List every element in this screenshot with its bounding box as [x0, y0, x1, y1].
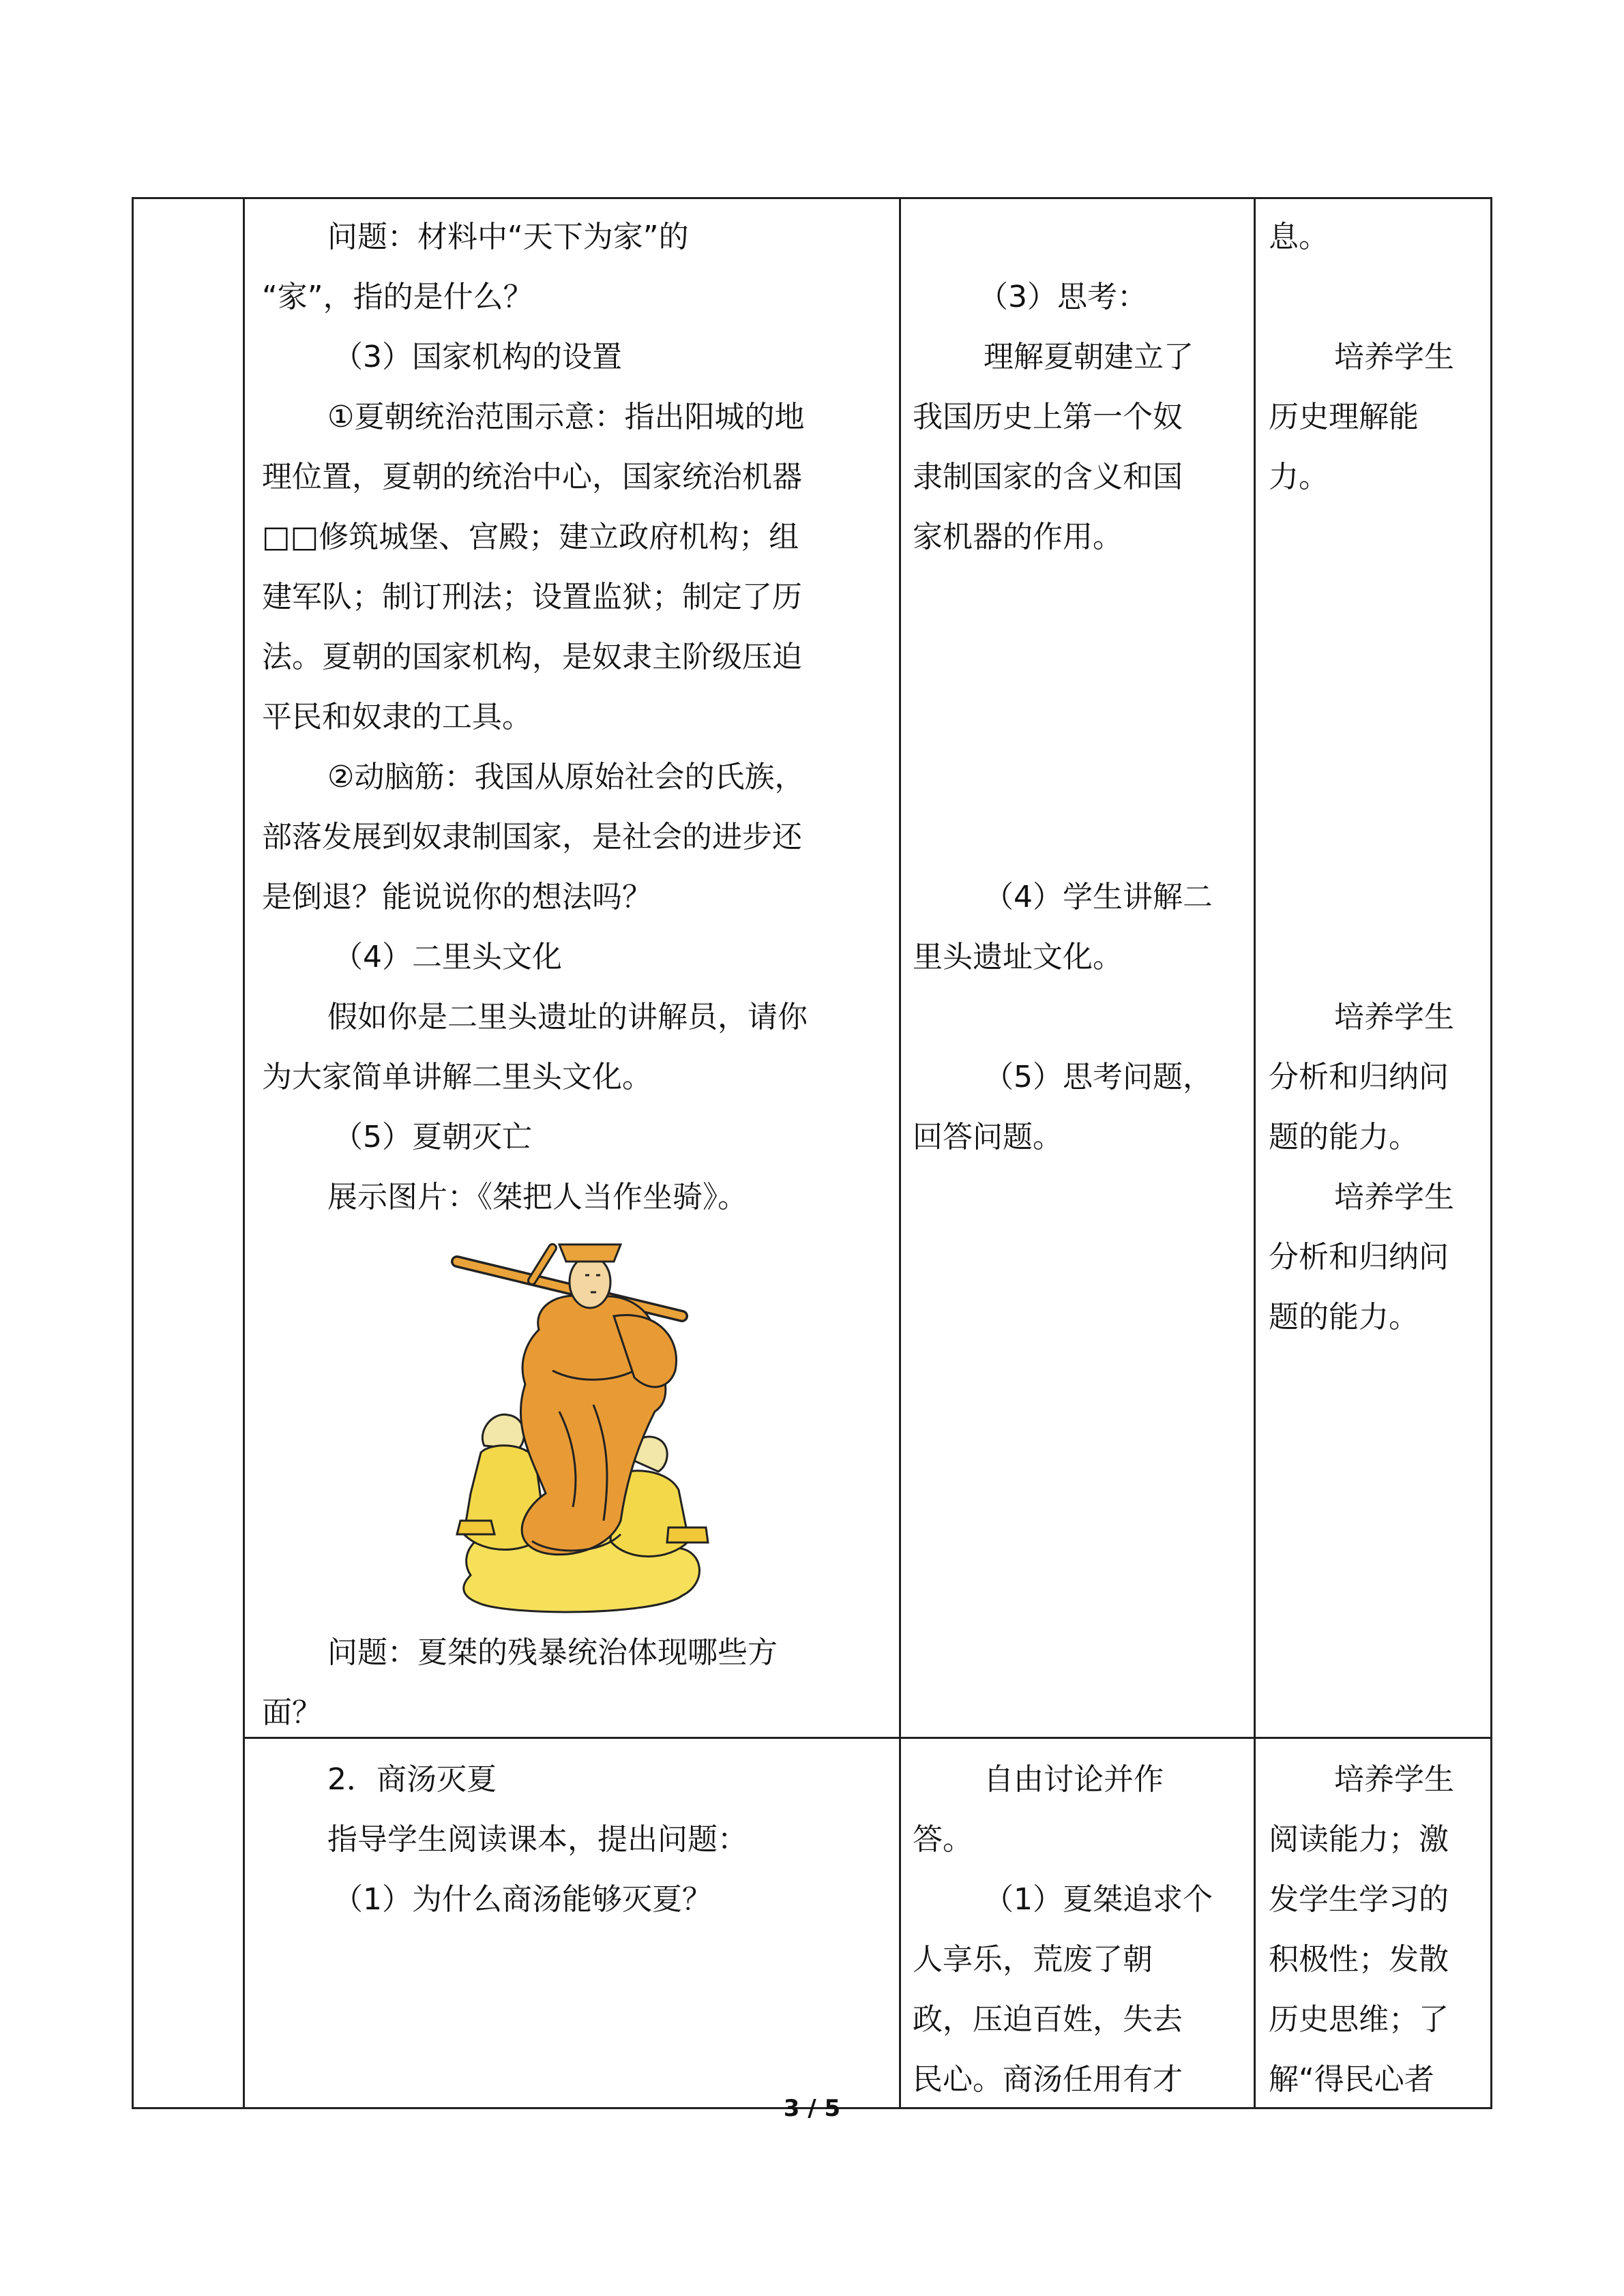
text-line: 积极性；发散 [1269, 1942, 1449, 1977]
table-right-border [1490, 197, 1492, 2109]
row2-teacher-activity [262, 1750, 748, 1930]
text-line: 培养学生 [1334, 340, 1454, 374]
text-line: 民心。商汤任用有才 [913, 2062, 1183, 2097]
text-line: （4）二里头文化 [333, 940, 562, 974]
text-line: 阅读能力；激 [1269, 1822, 1449, 1857]
table-left-border [132, 197, 134, 2109]
text-line: （1）夏桀追求个 [984, 1882, 1213, 1917]
table-top-border [132, 197, 1492, 199]
text-line: 题的能力。 [1269, 1120, 1419, 1154]
text-line: 分析和归纳问 [1269, 1060, 1449, 1094]
text-line: （3）国家机构的设置 [333, 340, 622, 374]
text-line: 问题：材料中“天下为家”的 [327, 220, 689, 254]
text-line: 问题：夏桀的残暴统治体现哪些方 [327, 1635, 778, 1670]
row1-student-activity [913, 267, 1194, 567]
text-line: 展示图片：《桀把人当作坐骑》。 [327, 1180, 748, 1214]
text-line: 理解夏朝建立了 [984, 340, 1194, 374]
page-number: 3 / 5 [783, 2095, 841, 2122]
text-line: （5）夏朝灭亡 [333, 1120, 532, 1154]
text-line: 培养学生 [1334, 1762, 1454, 1797]
text-line: 法。夏朝的国家机构，是奴隶主阶级压迫 [262, 640, 802, 674]
text-line: 2．商汤灭夏 [327, 1762, 497, 1797]
text-line: 自由讨论并作 [984, 1762, 1164, 1797]
text-line: 我国历史上第一个奴 [913, 400, 1183, 434]
column-divider [899, 197, 901, 2109]
text-line: 历史理解能 [1269, 400, 1419, 434]
text-line: 培养学生 [1334, 1180, 1454, 1214]
text-line: （1）为什么商汤能够灭夏？ [333, 1882, 712, 1917]
text-line: 面？ [262, 1695, 322, 1730]
text-line: 假如你是二里头遗址的讲解员，请你 [327, 1000, 808, 1034]
row1-teacher-activity [262, 207, 808, 1227]
text-line: “家”，指的是什么？ [262, 280, 533, 314]
column-divider [1254, 197, 1256, 2109]
text-line: （4）学生讲解二 [984, 880, 1213, 914]
text-line: 历史思维；了 [1269, 2002, 1449, 2037]
text-line: 分析和归纳问 [1269, 1240, 1449, 1274]
row1-question-after-figure [262, 1623, 778, 1743]
text-line: 为大家简单讲解二里头文化。 [262, 1060, 652, 1094]
row2-student-activity [913, 1750, 1213, 2110]
text-line: 人享乐，荒废了朝 [913, 1942, 1153, 1977]
text-line: 建军队；制订刑法；设置监狱；制定了历 [262, 580, 802, 614]
text-line: 平民和奴隶的工具。 [262, 700, 532, 734]
row1-design-intent [1269, 207, 1329, 267]
text-line: 指导学生阅读课本，提出问题： [327, 1822, 748, 1857]
text-line: 发学生学习的 [1269, 1882, 1449, 1917]
text-line: 隶制国家的含义和国 [913, 460, 1183, 494]
text-line: 家机器的作用。 [913, 520, 1123, 554]
text-line: 息。 [1269, 220, 1329, 254]
text-line: 政，压迫百姓，失去 [913, 2002, 1183, 2037]
text-line: （3）思考： [978, 280, 1147, 314]
row1-design-intent [1269, 987, 1454, 1347]
text-line: 部落发展到奴隶制国家，是社会的进步还 [262, 820, 802, 854]
text-line: 力。 [1269, 460, 1329, 494]
row1-student-activity [913, 1047, 1213, 1167]
text-line: ①夏朝统治范围示意：指出阳城的地 [327, 400, 805, 434]
text-line: 培养学生 [1334, 1000, 1454, 1034]
row1-student-activity [913, 867, 1213, 987]
text-line: 是倒退？能说说你的想法吗？ [262, 880, 652, 914]
text-line: 答。 [913, 1822, 973, 1857]
text-line: □□修筑城堡、宫殿；建立政府机构；组 [262, 520, 799, 554]
row1-design-intent [1269, 327, 1454, 507]
text-line: 里头遗址文化。 [913, 940, 1123, 974]
row2-design-intent [1269, 1750, 1454, 2110]
text-line: 题的能力。 [1269, 1300, 1419, 1335]
king-jie-riding-slaves-illustration [450, 1234, 723, 1616]
text-line: 回答问题。 [913, 1120, 1063, 1154]
text-line: 解“得民心者 [1269, 2062, 1434, 2097]
column-divider [243, 197, 245, 2109]
text-line: （5）思考问题， [984, 1060, 1213, 1094]
text-line: ②动脑筋：我国从原始社会的氏族， [327, 760, 805, 794]
text-line: 理位置，夏朝的统治中心，国家统治机器 [262, 460, 802, 494]
